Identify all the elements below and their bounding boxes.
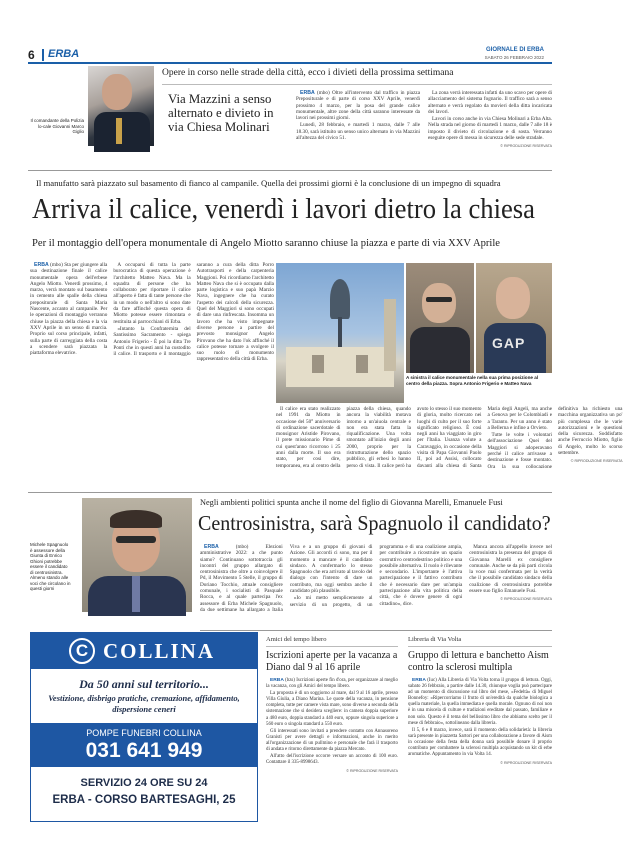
spagnuolo-photo — [82, 498, 192, 612]
article3-para: Elezioni amministrative 2022: a che punto siamo? Continuano sottotraccia gli incontri del gruppo allargato di centrosinistra che oltre a coinvolgere il Pd, il Movimento 5 Stelle, il gruppo di Doriano Tocchio, attuale consigliere comunale, i socialisti di Pasquale Rocca, e al quale partecipa l'ex assessore di Erba Michele Spagnuolo, da due settimane ha allargato a Italia Viva e a un gruppo di giovani di Azione. Gli accordi ci sono, ma per il momento a mancare è il candidato sindaco. A confermarlo lo stesso Spagnuolo che era arrivato al tavolo del dialogo con l'intento di dare un contributo, ma oggi sembra anche il candidato più plausibile. — [200, 544, 373, 613]
article5-copyright: © RIPRODUZIONE RISERVATA — [500, 761, 552, 766]
advert-service-hours: SERVIZIO 24 ORE SU 24 — [80, 777, 208, 789]
article1-tag: ERBA — [300, 90, 315, 96]
article1-para: Lavori in corso anche in via Chiesa Molinari a Erba Alta. Nella strada nel giorno di martedì 1 marzo, dalle 7 alle 18 è imposto il divieto di circolazione e di sosta. Verranno eseguite opere di messa in sicurezza delle sede stradale. — [428, 116, 552, 142]
article1-para: Oltre all'intervento dal traffico in piazza Prepositurale e di parte di corso XXV Aprile, venerdì prossimo 4 marzo, per la posa del grande calice monumentale, altre zone della città saranno interessate da lavori nei prossimi giorni. — [296, 90, 421, 122]
commander-caption: Il comandante della Polizia lo-cale Giovanni Marco Giglio — [30, 118, 84, 134]
article1-byline: (mbo) — [317, 90, 330, 96]
page-number: 6 — [28, 48, 35, 62]
article2-byline: (mbo) — [50, 262, 63, 268]
divider-2 — [28, 492, 552, 493]
article5-tag: ERBA — [412, 678, 426, 683]
nava-photo: GAP — [476, 263, 552, 373]
article4-para: All'atto dell'iscrizione occorre versare un acconto di 100 euro. Contattare il 335-8998643. — [266, 754, 398, 766]
article4-title: Iscrizioni aperte per la vacanza a Diano dal 9 al 16 aprile — [266, 650, 398, 673]
article1-copyright: © RIPRODUZIONE RISERVATA — [500, 144, 552, 149]
article2-para: Sta per giungere alla sua destinazione finale il calice monumentale opera dell'erbese Angelo Miotto. Venerdì prossimo, 4 marzo, verrà montato sul basamento in cemento alle spalle della chiesa prepositurale di Santa Maria Nascente, accanto al campanile. Per le operazioni di montaggio verranno chiuse la piazza della chiesa e la via XXV Aprile in un senso di marcia. Proprio sul corso principale, infatti, sulla parte di carreggiata della costa a scendere sarà piazzata la piattaforma elevatrice. — [30, 262, 108, 357]
article5-para: Il 5, 6 e 8 marzo, invece, sarà il momento della solidarietà: la libreria sarà presente in piazzetta Sartori per una collaborazione a favore di Aism in occasione della festa della donna sarà possibile donare il proprio contributo per combattere la sclerosi multipla acquistando un kit di erbe aromatiche. Appuntamento in via Volta 14. — [408, 727, 552, 758]
article2-body-bottom — [276, 406, 623, 470]
issue-date: SABATO 26 FEBBRAIO 2022 — [484, 55, 544, 60]
article4-para: Iscrizioni aperte fin d'ora, per organizzare al meglio la vacanza, con gli Amici del tempo libero. — [266, 678, 398, 690]
article4-kicker: Amici del tempo libero — [266, 636, 327, 643]
article5-kicker: Libreria di Via Volta — [408, 636, 462, 643]
article3-body — [200, 544, 552, 626]
article3-byline: (mbo) — [235, 544, 249, 550]
chalice-photo — [276, 263, 404, 403]
article5-kicker-rule — [408, 646, 552, 647]
article2-subtitle: Per il montaggio dell'opera monumentale di Angelo Miotto saranno chiuse la piazza e parte di via XXV Aprile — [32, 238, 501, 249]
article4-byline: (bzs) — [285, 678, 295, 683]
article5-title: Gruppo di lettura e banchetto Aism contro la sclerosi multipla — [408, 650, 549, 673]
section-label: ERBA — [48, 48, 80, 60]
article2-copyright: © RIPRODUZIONE RISERVATA — [570, 459, 623, 464]
divider-3 — [200, 630, 552, 631]
article1-title: Via Mazzini a senso alternato e divieto in via Chiesa Molinari — [168, 92, 274, 134]
advert-tagline: Da 50 anni sul territorio... — [79, 677, 209, 691]
section-mark — [42, 49, 44, 61]
advert-services: Vestizione, disbrigo pratiche, cremazione, affidamento, dispersione ceneri — [48, 693, 240, 714]
article2-para: A occuparsi di tutta la parte burocratica di questa operazione è l'architetto Matteo Nava. Ma la squadra di persone che ha collaborato per riportare il calice all'aperto è fatta di tante persone che in un modo o nell'altro si sono date da fare affinché questa opera di Miotto potesse essere rimontata e restituita ai parrocchiani di Erba. — [113, 262, 191, 325]
article4-copyright: © RIPRODUZIONE RISERVATA — [346, 769, 398, 774]
commander-photo — [88, 66, 154, 146]
advert-phone: 031 641 949 — [85, 739, 203, 762]
article2-kicker: Il manufatto sarà piazzato sul basamento di fianco al campanile. Quella dei prossimi giorni è la conclusione di un impegno di squadra — [36, 178, 501, 188]
divider-1 — [28, 170, 552, 171]
article4-body — [266, 678, 398, 830]
article2-body-left — [30, 262, 274, 402]
masthead: GIORNALE DI ERBA — [485, 47, 544, 53]
article4-para: La proposta è di un soggiorno al mare, dal 9 al 16 aprile, presso Villa Giulia, a Diano Marina. Le quote della vacanza, in pensione completa, tutte per camere vista mare, sono diverse a seconda della sistemazione che si desidera scegliere: in camera doppia superiore a 480 euro, doppia standard a 440 euro, oppure singola superiore a 560 euro o singola standard a 550 euro. — [266, 691, 398, 727]
article5-body — [408, 678, 552, 830]
article3-tag: ERBA — [204, 544, 219, 550]
article2-para: Tutte le volte i volontari dell'associazione Quei del Maggiori si adoperavano perché il calice arrivasse a destinazione e fosse montato. Ora la sua collocazione definitiva ha richiesto una macchina organizzativa un po' più complessa che le varie autorizzazioni e le questioni della sicurezza. Soddisfatto anche Ferruccio Miotto, figlio di Angelo, molto lo scorso settembre. — [487, 406, 623, 470]
article3-photo-caption: Michele Spagnuolo è assessore della Giunta di Enrico Ghioni potrebbe essere il candidato di centrosinistra. Almeno stando alle voci che circolano in questi giorni — [30, 542, 71, 591]
article2-para: «Intanto la Confraternita del Santissimo Sacramento - spiega Antonio Frigerio - È poi la ditta Tre Ponti che in questi anni ha custodito il calice. Il trasporto e il montaggio saranno a cura della ditta Porro Autotrasporti e della carpenteria Maggioni. Poi ricordiamo l'architetto Matteo Nava che si è occupato dalla parte logistica e suo papà Marzio Nava, ingegnere che ha curato l'aspetto dei calcoli della sicurezza. Quel del Maggiori si sono occupati di dare una rinfrescata. Insomma un lavoro che ha visto impegnate diverse persone a partire del prevosto monsignor Angelo Pirovano che ha dato l'ok affinché il calice potesse tornare a svolgere il suo ruolo di monumento rappresentativo della città di Erba. — [113, 262, 274, 363]
article4-para: Gli interessati sono invitati a prendere contatto con Annasoreno Granisti per avere dettagli e informazioni, anche in merito all'organizzazione di un pullmino e personale che farà il trasporto di andata e ritorno direttamente da piazza Mercato. — [266, 728, 398, 753]
article1-body — [296, 90, 552, 156]
article4-tag: ERBA — [270, 678, 284, 683]
frigerio-photo — [406, 263, 474, 373]
article3-kicker: Negli ambienti politici spunta anche il nome del figlio di Giovanna Marelli, Emanuele Fusi — [200, 498, 503, 507]
article1-kicker: Opere in corso nelle strade della città, ecco i divieti della prossima settimana — [162, 68, 454, 78]
advert-address: ERBA - CORSO BARTESAGHI, 25 — [52, 794, 236, 806]
advert-logo-text: COLLINA — [103, 639, 216, 663]
collina-advert — [30, 632, 258, 822]
article4-kicker-rule — [266, 646, 398, 647]
header-rule — [28, 62, 552, 64]
article5-byline: (Iuc) — [427, 678, 437, 683]
article1-para: Lunedì, 28 febbraio, e martedì 1 marzo, dalle 7 alle 18.30, sarà istituito un senso unico alternato in via Mazzini all'altezza del civico 51. — [296, 122, 420, 142]
article2-tag: ERBA — [34, 262, 49, 268]
article3-copyright: © RIPRODUZIONE RISERVATA — [500, 597, 552, 602]
article3-para: «Io mi metto semplicemente al servizio di un progetto, di un programma e di una coalizione ampia, per contribuire a ricostruire un spazio costruttivo centrodestrino politico e una possibile alternativa. Il ruolo è rilevante e secondario. L'importante è l'attiva partecipazione e il fattivo contributo che è necessario dare per un'ampia partecipazione alla vita politica della città, che è dovere genere di ogni cittadino», dice. — [289, 544, 463, 608]
article1-kicker-rule — [162, 84, 552, 85]
article3-title: Centrosinistra, sarà Spagnuolo il candidato? — [198, 511, 551, 535]
article5-para: Alla Libreria di Via Volta torna il gruppo di lettura. Oggi, sabato 26 febbraio, a partire dalle 14.30, chiunque voglia può partecipare ad un momento di discussione sul libro del mese, «Fedeltà» di Miguel Bonnefoy: «Ripercorriamo il frutto di un'eredità da qualche biologica a quella materiale, la quella immediata e quella morale. Ognuno di noi non è in una miscela di culture e tradizioni ereditate dal passato, familiare e non solo. Questo è il tema del bellissimo libro che abbiamo scelto per il mese di febbraio», sottolineano dalla libreria. — [408, 678, 553, 726]
collina-c-logo-icon: C — [69, 638, 95, 664]
article3-para: Manca ancora all'appello invece nel centrosinistra la presenza del gruppo di Giovanna Marelli ex consigliere comunale. Anche se da più parti circola la voce mai confermata per la verità che il possibile candidato sindaco della coalizione di centrosinistra potrebbe essere suo figlio Emanuele Fusi. — [469, 544, 552, 595]
article2-photo-caption: A sinistra il calice monumentale nella sua prima posizione al centro della piazza. Sopra Antonio Frigerio e Matteo Nava — [406, 375, 539, 386]
advert-pompe-label: POMPE FUNEBRI COLLINA — [86, 728, 202, 738]
article1-para: La zona verrà interessata infatti da uno scavo per opere di allacciamento del sistema fognario. Il traffico sarà a senso alternato e verrà regolato da movieri della ditta incaricata dei lavori. — [428, 90, 552, 115]
article2-para: Il calice era stato realizzato nel 1991 da Miotto in occasione del 50° anniversario di ordinazione sacerdotale di monsignor Aristide Pirovano, il prete missionario Pime di cui quest'anno ricorrono i 25 anni dalla morte. Il suo era stato, per così dire, temporanea, era al centro della piazza della chiesa, quando ancora la viabilità motava intorno a un'aiuola centrale e non era stata fatta la riqualificazione. Una volta smontato all'inizio degli anni 2000, proprio per la ristrutturazione dello spazio pubblico, gli erbesi lo hanno perso di vista. Il calice però ha avuto lo stesso il suo momento di gloria, molto ricercato nei luoghi di culto per il suo forte significato religioso. È così negli anni ha viaggiato in giro per l'Italia. Usanza volute a Caravaggio, in occasione della visita di Papa Giovanni Paolo II, poi ad Assisi, collocato davanti alla chiesa di Santa Maria degli Angeli, ma anche a Genova per le Colombiadi e a Taranto. Per un anno è stato a Bellerna e infine a Orvieto. — [276, 406, 552, 469]
article2-title: Arriva il calice, venerdì i lavori dietro la chiesa — [32, 194, 535, 225]
